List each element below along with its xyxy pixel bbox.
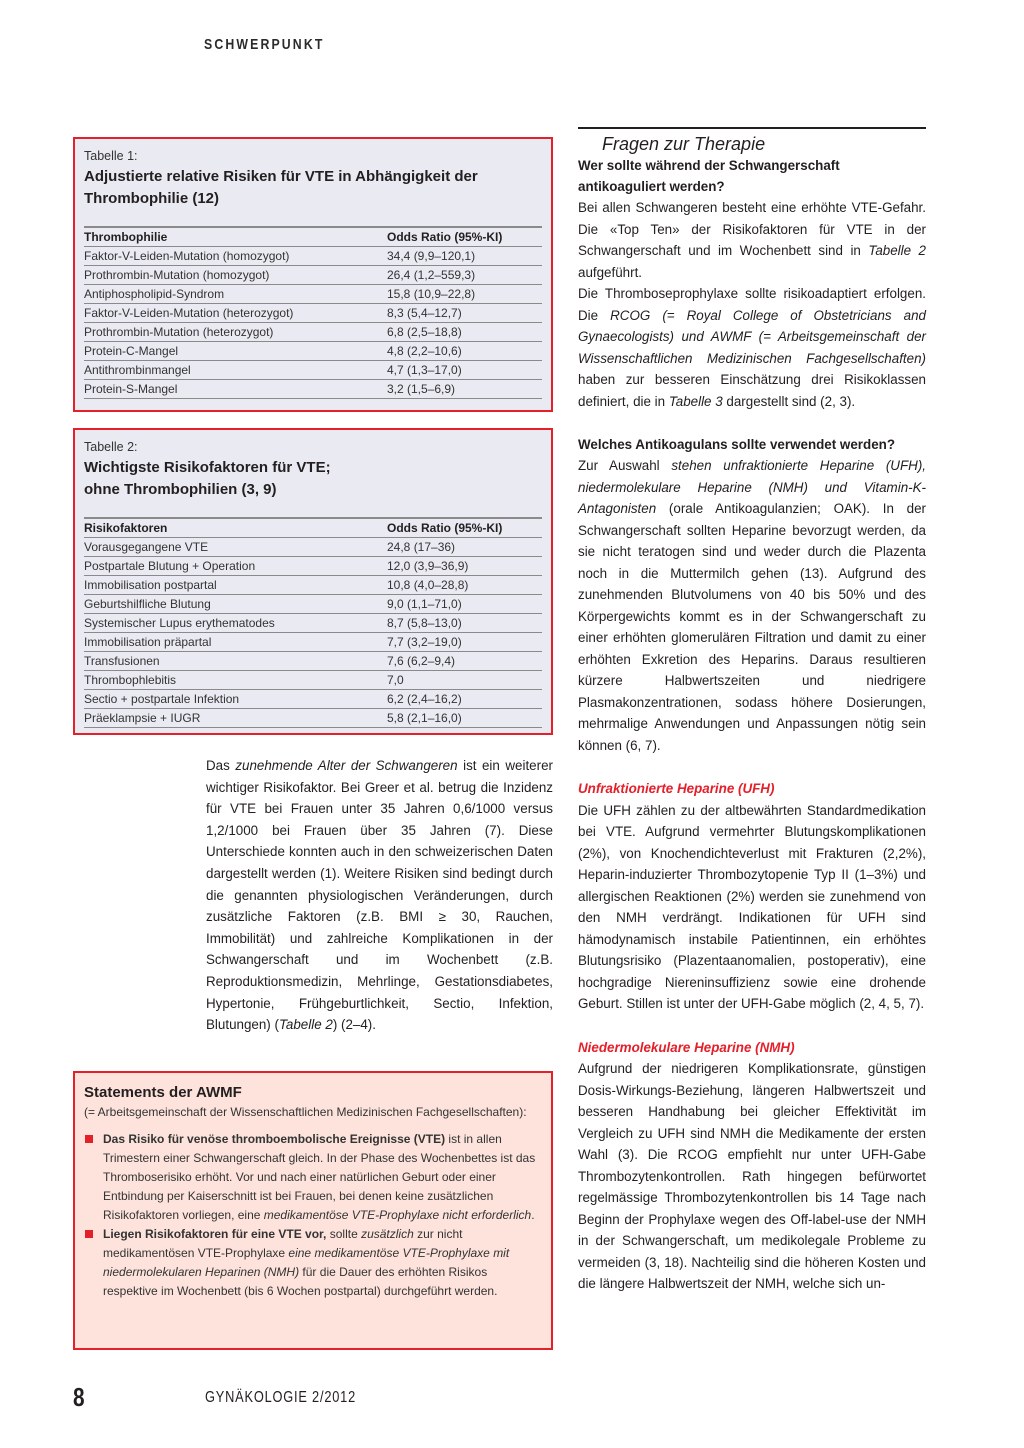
cell-odds-ratio: 8,7 (5,8–13,0) (387, 613, 542, 632)
table-2-title-line2: ohne Thrombophilien (3, 9) (84, 481, 277, 498)
cell-factor: Protein-C-Mangel (84, 341, 387, 360)
cell-odds-ratio: 12,0 (3,9–36,9) (387, 556, 542, 575)
text-run: zur nicht medikamentösen VTE-Prophylaxe (103, 1227, 463, 1260)
cell-odds-ratio: 6,8 (2,5–18,8) (387, 322, 542, 341)
table-row (84, 284, 542, 303)
table-row (84, 632, 542, 651)
awmf-title: Statements der AWMF (84, 1084, 242, 1101)
cell-odds-ratio: 3,2 (1,5–6,9) (387, 379, 542, 398)
body-paragraph-age-risk (206, 755, 553, 1036)
text-run: sollte (326, 1227, 362, 1241)
awmf-subtitle: (= Arbeitsgemeinschaft der Wissenschaftlichen Medizinischen Fachgesellschaften): (84, 1105, 527, 1119)
subheading-ufh: Unfraktionierte Heparine (UFH) (578, 781, 775, 796)
text-emphasis: RCOG (= Royal College of Obstetricians and Gynaecologists) und AWMF (= Arbeitsgemeinschaft der Wissenschaftlichen Medizinischen Fachgesellschaften) (578, 307, 926, 366)
cell-odds-ratio: 4,7 (1,3–17,0) (387, 360, 542, 379)
table-row (84, 575, 542, 594)
cell-odds-ratio: 5,8 (2,1–16,0) (387, 708, 542, 727)
page-number: 8 (73, 1382, 85, 1412)
cell-factor: Postpartale Blutung + Operation (84, 556, 387, 575)
column-header: Thrombophilie (84, 227, 387, 246)
column-header: Risikofaktoren (84, 518, 387, 537)
table-2-box (73, 428, 553, 735)
text-emphasis: zusätzlich (361, 1227, 414, 1241)
text-run: ) (2–4). (332, 1017, 376, 1033)
paragraph (578, 197, 926, 283)
text-run: Zur Auswahl (578, 458, 672, 473)
text-emphasis: zunehmende Alter der Schwangeren (235, 758, 458, 773)
column-header: Odds Ratio (95%-KI) (387, 227, 542, 246)
text-emphasis: eine medikamentöse VTE-Prophylaxe mit niedermolekularen Heparinen (NMH) (103, 1246, 510, 1279)
cell-odds-ratio: 7,6 (6,2–9,4) (387, 651, 542, 670)
table-row (84, 670, 542, 689)
question-heading-2: Welches Antikoagulans sollte verwendet werden? (578, 437, 895, 452)
text-run: Die Thromboseprophylaxe sollte risikoadaptiert erfolgen. Die (578, 286, 926, 323)
statement-bold: Das Risiko für venöse thromboembolische Ereignisse (VTE) (103, 1132, 446, 1146)
cell-factor: Antiphospholipid-Syndrom (84, 284, 387, 303)
right-column (578, 127, 926, 1295)
table-row (84, 689, 542, 708)
cell-odds-ratio: 24,8 (17–36) (387, 537, 542, 556)
table-reference: Tabelle 2 (278, 1017, 333, 1033)
text-run: dargestellt sind (2, 3). (722, 393, 856, 409)
text-run: . (531, 1208, 535, 1222)
table-row (84, 360, 542, 379)
cell-odds-ratio: 9,0 (1,1–71,0) (387, 594, 542, 613)
table-row (84, 651, 542, 670)
cell-factor: Prothrombin-Mutation (heterozygot) (84, 322, 387, 341)
statement-bold: Liegen Risikofaktoren für eine VTE vor, (103, 1227, 327, 1241)
cell-factor: Faktor-V-Leiden-Mutation (homozygot) (84, 246, 387, 265)
table-1 (84, 226, 542, 399)
table-2 (84, 517, 542, 728)
table-2-title-line1: Wichtigste Risikofaktoren für VTE; (84, 459, 331, 476)
table-row (84, 341, 542, 360)
spacer (578, 412, 926, 434)
paragraph (578, 455, 926, 756)
table-row (84, 303, 542, 322)
table-row (84, 613, 542, 632)
cell-factor: Antithrombinmangel (84, 360, 387, 379)
text-run: aufgeführt. (578, 264, 643, 280)
cell-factor: Sectio + postpartale Infektion (84, 689, 387, 708)
text-run: ist in allen Trimestern einer Schwangerschaft gleich. In der Phase des Wochenbettes ist das Thromboserisiko erhöht. Vor und nach einer natürlichen Geburt oder einer Entbindung per Kaiserschnitt ist bei Frauen, bei denen keine zusätzlichen Risikofaktoren vorliegen, eine (103, 1132, 536, 1222)
cell-factor: Vorausgegangene VTE (84, 537, 387, 556)
red-square-bullet-icon (85, 1230, 93, 1238)
table-row (84, 594, 542, 613)
cell-factor: Protein-S-Mangel (84, 379, 387, 398)
cell-factor: Systemischer Lupus erythematodes (84, 613, 387, 632)
table-row (84, 537, 542, 556)
text-run: ist ein weiterer wichtiger Risikofaktor. Bei Greer et al. betrug die Inzidenz für VTE bei Frauen unter 35 Jahren 0,6/1000 versus 1,2/1000 bei Frauen über 35 Jahren (7). Diese Unterschiede konnten auch in den schweizerischen Daten dargestellt werden (1). Weitere Risiken sind bedingt durch die genannten physiologischen Veränderungen, durch zusätzliche Faktoren (z.B. BMI ≥ 30, Rauchen, Immobilität) und zahlreiche Komplikationen in der Schwangerschaft und im Wochenbett (z.B. Reproduktionsmedizin, Mehrlinge, Gestationsdiabetes, Hypertonie, Frühgeburtlichkeit, Sectio, Infektion, Blutungen) ( (206, 758, 553, 1033)
text-run: für die Dauer des erhöhten Risikos respektive im Wochenbett (bis 6 Wochen postpartal) durchgeführt werden. (103, 1265, 498, 1298)
cell-odds-ratio: 7,7 (3,2–19,0) (387, 632, 542, 651)
table-1-title: Adjustierte relative Risiken für VTE in Abhängigkeit der Thrombophilie (12) (84, 168, 478, 207)
section-heading: SCHWERPUNKT (204, 36, 325, 53)
cell-factor: Präeklampsie + IUGR (84, 708, 387, 727)
cell-factor: Faktor-V-Leiden-Mutation (heterozygot) (84, 303, 387, 322)
awmf-statement-item (84, 1225, 542, 1301)
paragraph: Die UFH zählen zu der altbewährten Standardmedikation bei VTE. Aufgrund vermehrter Blutungskomplikationen (2%), von Knochendichteverlust mit Frakturen (2,2%), Heparin-induzierter Thrombozytopenie Typ II (1–3%) und allergischen Reaktionen (2%) werden sie zunehmend von den NMH verdrängt. Indikationen für UFH sind hämodynamisch instabile Patientinnen, ein erhöhtes Blutungsrisiko (Plazentaanomalien, postoperativ), eine hochgradige Niereninsuffizienz sowie eine drohende Geburt. Stillen ist unter der UFH-Gabe möglich (2, 4, 5, 7). (578, 802, 926, 1011)
spacer (578, 1015, 926, 1037)
text-emphasis: stehen unfraktionierte Heparine (UFH), niedermolekulare Heparine (NMH) und Vitamin-K-Antagonisten (578, 458, 926, 516)
cell-factor: Immobilisation postpartal (84, 575, 387, 594)
table-1-label: Tabelle 1: (84, 149, 138, 163)
section-title: Fragen zur Therapie (602, 134, 766, 154)
awmf-statement-list (84, 1130, 542, 1301)
table-row (84, 708, 542, 727)
paragraph: Aufgrund der niedrigeren Komplikationsrate, günstigen Dosis-Wirkungs-Beziehung, längeren Halbwertszeit und besseren Handhabung bei gleicher Effektivität im Vergleich zu UFH sind NMH die Medikamente der ersten Wahl (3). Die RCOG empfiehlt nur unter UFH-Gabe Thrombozytenkontrollen. Rath hingegen befürwortet regelmässige Thrombozytenkontrollen bis 14 Tage nach Beginn der Prophylaxe wegen des Off-label-use der NMH in der Schwangerschaft, um medikolegale Probleme zu vermeiden (3, 18). Nachteilig sind die höheren Kosten und die längere Halbwertszeit der NMH, welche sich un- (578, 1061, 926, 1291)
text-emphasis: medikamentöse VTE-Prophylaxe nicht erforderlich (263, 1208, 532, 1222)
table-row (84, 556, 542, 575)
cell-odds-ratio: 26,4 (1,2–559,3) (387, 265, 542, 284)
cell-factor: Prothrombin-Mutation (homozygot) (84, 265, 387, 284)
table-reference: Tabelle 2 (868, 243, 927, 258)
table-1-box (73, 137, 553, 412)
cell-odds-ratio: 4,8 (2,2–10,6) (387, 341, 542, 360)
table-reference: Tabelle 3 (668, 393, 723, 409)
column-rule (578, 127, 926, 129)
awmf-statement-item (84, 1130, 542, 1225)
cell-factor: Transfusionen (84, 651, 387, 670)
spacer (578, 756, 926, 778)
text-run: (orale Antikoagulanzien; OAK). In der Schwangerschaft sollten Heparine bevorzugt werden, da sie nicht teratogen sind und weder durch die Plazenta noch in die Muttermilch gehen (13). Aufgrund des zunehmenden Blutvolumens von 40 bis 50% und des Körpergewichts kommt es in der Schwangerschaft zu einer erhöhten glomerulären Filtration und damit zu einer erhöhten Exkretion des Heparins. Daraus resultieren kürzere Halbwertszeiten und niedrigere Plasmakonzentrationen, sodass höhere Dosierungen, mehrmalige Anwendungen und Anpassungen nötig sein können (6, 7). (578, 501, 926, 753)
text-run: haben zur besseren Einschätzung drei Risikoklassen definiert, die in (578, 372, 926, 409)
cell-factor: Geburtshilfliche Blutung (84, 594, 387, 613)
table-row (84, 246, 542, 265)
column-header: Odds Ratio (95%-KI) (387, 518, 542, 537)
cell-odds-ratio: 7,0 (387, 670, 542, 689)
table-2-label: Tabelle 2: (84, 440, 138, 454)
cell-factor: Thrombophlebitis (84, 670, 387, 689)
subheading-nmh: Niedermolekulare Heparine (NMH) (578, 1039, 795, 1055)
red-square-bullet-icon (85, 1135, 93, 1143)
cell-odds-ratio: 8,3 (5,4–12,7) (387, 303, 542, 322)
text-run: Bei allen Schwangeren besteht eine erhöhte VTE-Gefahr. Die «Top Ten» der Risikofaktoren für VTE in der Schwangerschaft und im Wochenbett sind in (578, 200, 926, 258)
table-row (84, 322, 542, 341)
cell-odds-ratio: 34,4 (9,9–120,1) (387, 246, 542, 265)
journal-issue: GYNÄKOLOGIE 2/2012 (205, 1389, 356, 1406)
paragraph (578, 283, 926, 412)
table-row (84, 265, 542, 284)
cell-odds-ratio: 6,2 (2,4–16,2) (387, 689, 542, 708)
question-heading-1: Wer sollte während der Schwangerschaft antikoaguliert werden? (578, 158, 840, 194)
cell-odds-ratio: 10,8 (4,0–28,8) (387, 575, 542, 594)
text-run: Das (206, 758, 236, 773)
table-row (84, 379, 542, 398)
awmf-statements-box (73, 1071, 553, 1350)
cell-factor: Immobilisation präpartal (84, 632, 387, 651)
cell-odds-ratio: 15,8 (10,9–22,8) (387, 284, 542, 303)
